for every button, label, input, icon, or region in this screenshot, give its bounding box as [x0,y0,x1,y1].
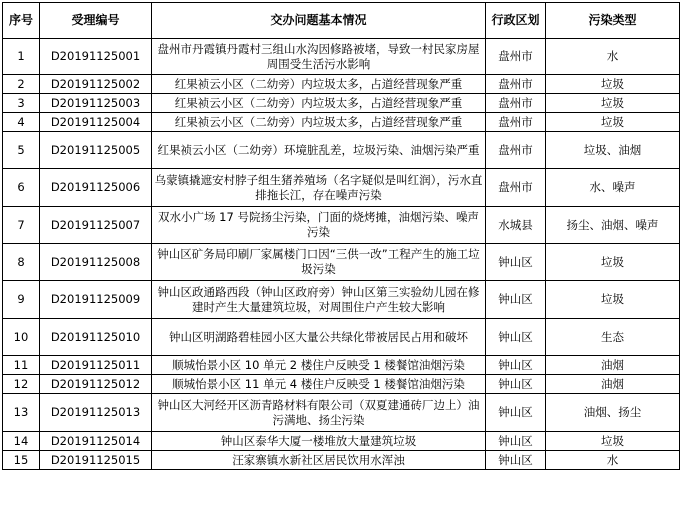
row-index: 7 [3,207,40,244]
row-description: 汪家寨镇水新社区居民饮用水浑浊 [152,451,486,470]
row-description: 红果祯云小区（二幼旁）内垃圾太多，占道经营现象严重 [152,94,486,113]
row-case-no: D20191125001 [40,39,152,75]
row-index: 9 [3,281,40,319]
row-district: 盘州市 [486,75,546,94]
row-district: 钟山区 [486,375,546,394]
table-row [3,113,680,132]
table-row [3,207,680,244]
header-district: 行政区划 [486,3,546,39]
row-pollution-type: 油烟、扬尘 [546,394,680,432]
row-district: 盘州市 [486,169,546,207]
row-district: 钟山区 [486,394,546,432]
table-row [3,451,680,470]
row-district: 水城县 [486,207,546,244]
row-index: 14 [3,432,40,451]
row-description: 顺城怡景小区 10 单元 2 楼住户反映受 1 楼餐馆油烟污染 [152,356,486,375]
row-district: 钟山区 [486,451,546,470]
row-district: 盘州市 [486,132,546,169]
row-pollution-type: 扬尘、油烟、噪声 [546,207,680,244]
row-index: 6 [3,169,40,207]
row-pollution-type: 垃圾 [546,244,680,281]
row-district: 盘州市 [486,94,546,113]
table-row [3,94,680,113]
row-district: 钟山区 [486,432,546,451]
row-pollution-type: 垃圾 [546,94,680,113]
header-row [3,3,680,39]
complaint-table [2,2,680,470]
table-row [3,281,680,319]
row-index: 3 [3,94,40,113]
row-pollution-type: 垃圾、油烟 [546,132,680,169]
row-district: 盘州市 [486,39,546,75]
table-row [3,132,680,169]
row-district: 钟山区 [486,356,546,375]
row-description: 钟山区大河经开区沥青路材料有限公司（双夏建通砖厂边上）油污满地、扬尘污染 [152,394,486,432]
row-index: 15 [3,451,40,470]
row-index: 12 [3,375,40,394]
row-index: 8 [3,244,40,281]
row-pollution-type: 垃圾 [546,432,680,451]
row-pollution-type: 水 [546,39,680,75]
header-index: 序号 [3,3,40,39]
table-row [3,375,680,394]
row-description: 顺城怡景小区 11 单元 4 楼住户反映受 1 楼餐馆油烟污染 [152,375,486,394]
table-row [3,394,680,432]
row-case-no: D20191125005 [40,132,152,169]
row-case-no: D20191125011 [40,356,152,375]
row-description: 钟山区政通路西段（钟山区政府旁）钟山区第三实验幼儿园在修建时产生大量建筑垃圾，对周围住户产生较大影响 [152,281,486,319]
row-case-no: D20191125013 [40,394,152,432]
table-row [3,169,680,207]
row-pollution-type: 垃圾 [546,75,680,94]
row-case-no: D20191125014 [40,432,152,451]
table-row [3,356,680,375]
row-district: 钟山区 [486,319,546,356]
row-case-no: D20191125009 [40,281,152,319]
row-index: 13 [3,394,40,432]
row-description: 红果祯云小区（二幼旁）环境脏乱差，垃圾污染、油烟污染严重 [152,132,486,169]
row-case-no: D20191125010 [40,319,152,356]
row-pollution-type: 垃圾 [546,281,680,319]
row-case-no: D20191125002 [40,75,152,94]
row-index: 5 [3,132,40,169]
row-case-no: D20191125004 [40,113,152,132]
row-case-no: D20191125012 [40,375,152,394]
row-description: 钟山区泰华大厦一楼堆放大量建筑垃圾 [152,432,486,451]
row-case-no: D20191125007 [40,207,152,244]
row-case-no: D20191125006 [40,169,152,207]
row-district: 盘州市 [486,113,546,132]
row-description: 红果祯云小区（二幼旁）内垃圾太多，占道经营现象严重 [152,113,486,132]
row-district: 钟山区 [486,244,546,281]
header-description: 交办问题基本情况 [152,3,486,39]
row-case-no: D20191125008 [40,244,152,281]
row-index: 10 [3,319,40,356]
row-pollution-type: 水、噪声 [546,169,680,207]
row-pollution-type: 油烟 [546,375,680,394]
table-row [3,319,680,356]
table-row [3,39,680,75]
row-index: 2 [3,75,40,94]
table-row [3,432,680,451]
row-index: 4 [3,113,40,132]
row-index: 11 [3,356,40,375]
row-description: 乌蒙镇撬遮安村脖子组生猪养殖场（名字疑似是叫红润），污水直排拖长江，存在噪声污染 [152,169,486,207]
header-pollution-type: 污染类型 [546,3,680,39]
row-description: 钟山区矿务局印刷厂家属楼门口因“三供一改”工程产生的施工垃圾污染 [152,244,486,281]
row-pollution-type: 垃圾 [546,113,680,132]
row-pollution-type: 生态 [546,319,680,356]
row-case-no: D20191125015 [40,451,152,470]
row-district: 钟山区 [486,281,546,319]
row-pollution-type: 水 [546,451,680,470]
row-description: 双水小广场 17 号院扬尘污染，门面的烧烤摊，油烟污染、噪声污染 [152,207,486,244]
header-case-no: 受理编号 [40,3,152,39]
row-case-no: D20191125003 [40,94,152,113]
table-row [3,75,680,94]
row-description: 红果祯云小区（二幼旁）内垃圾太多，占道经营现象严重 [152,75,486,94]
row-pollution-type: 油烟 [546,356,680,375]
row-index: 1 [3,39,40,75]
row-description: 盘州市丹霞镇丹霞村三组山水沟因修路被堵，导致一村民家房屋周围受生活污水影响 [152,39,486,75]
row-description: 钟山区明湖路碧桂园小区大量公共绿化带被居民占用和破坏 [152,319,486,356]
table-row [3,244,680,281]
